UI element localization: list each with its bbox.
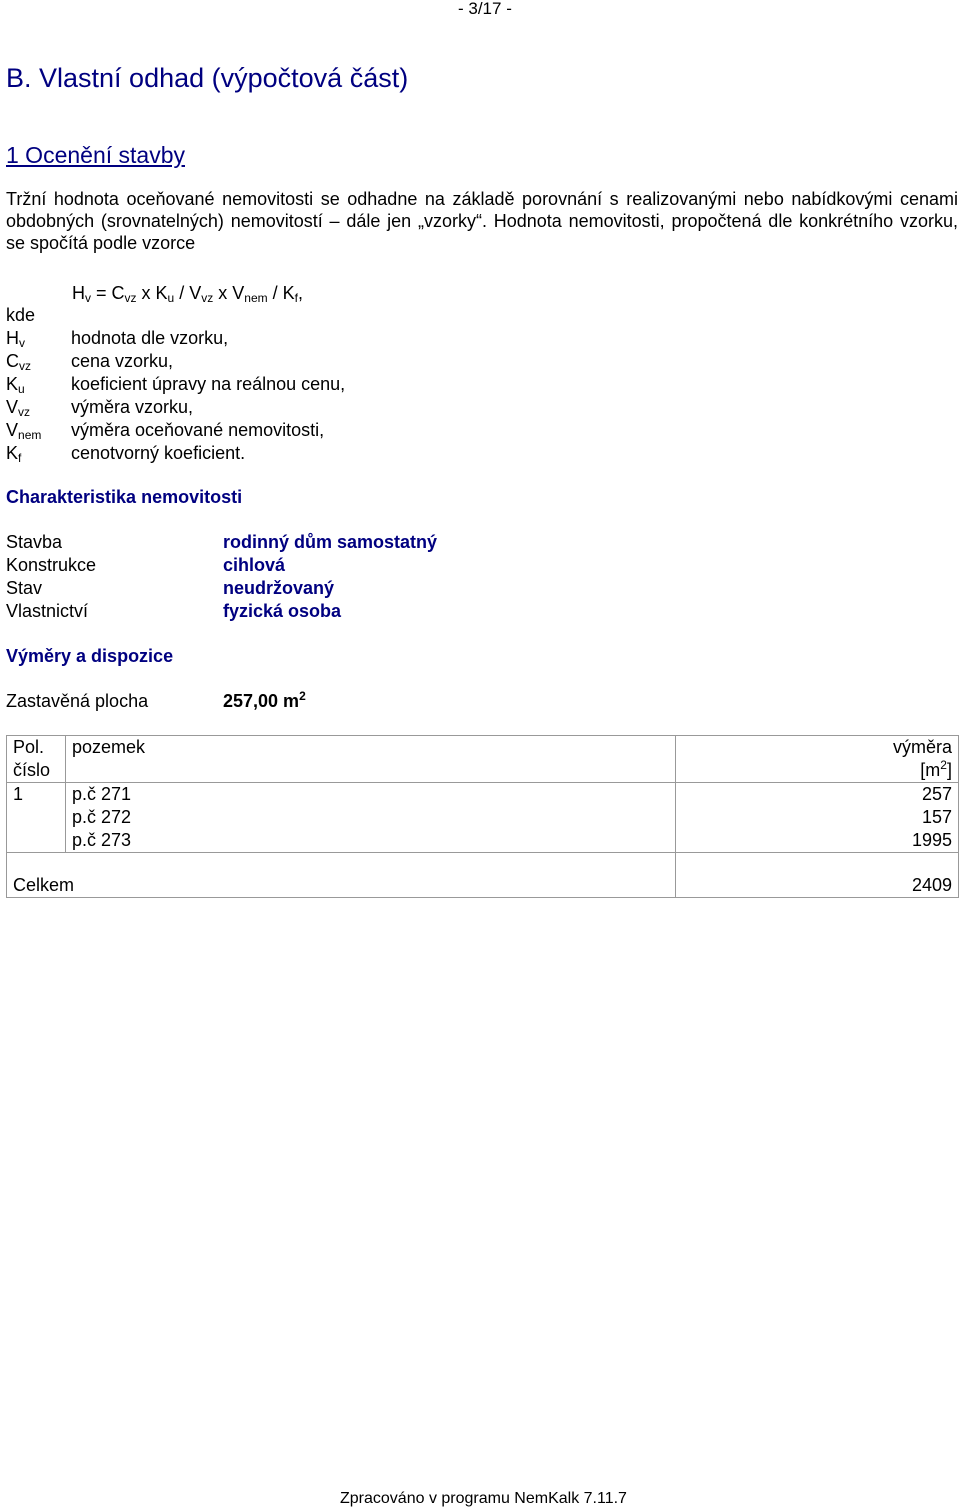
characteristic-label: Konstrukce (6, 555, 97, 575)
legend-intro: kde (6, 305, 36, 325)
footer-note: Zpracováno v programu NemKalk 7.11.7 (340, 1490, 627, 1507)
intro-paragraph: Tržní hodnota oceňované nemovitosti se odhadne na základě porovnání s realizovanými nebo nabídkovými cenami obdobných (srovnatelných) nemovitostí – dále jen „vzorky“. Hodnota nemovitosti, propočtená dle konkrétního vzorku, se spočítá podle vzorce (6, 189, 958, 253)
formula-times-2: x (213, 283, 233, 303)
built-area-label: Zastavěná plocha (6, 691, 149, 711)
characteristic-value: rodinný dům samostatný (223, 532, 438, 552)
parcel-cell: p.č 271 (72, 784, 132, 804)
section-heading: B. Vlastní odhad (výpočtová část) (6, 63, 409, 93)
formula-div-2: / (267, 283, 283, 303)
formula (72, 282, 303, 304)
subsection-heading: 1 Ocenění stavby (6, 142, 185, 168)
legend-symbol: $V_{nem}$ (6, 420, 42, 442)
formula-div: / (174, 283, 190, 303)
header-vymera: výměra $[m^2]$ (676, 736, 959, 783)
group-number: 1 (7, 783, 66, 853)
legend-description: hodnota dle vzorku, (71, 328, 229, 348)
dimensions-heading: Výměry a dispozice (6, 646, 174, 666)
formula-hv-sub: v (85, 291, 91, 305)
formula-hv: H (72, 283, 85, 303)
header-pozemek: pozemek (66, 736, 676, 783)
built-area-value: 257,00 $m^2$ (223, 689, 306, 711)
total-label: Celkem (7, 853, 676, 898)
formula-vvz-sub: vz (201, 291, 214, 305)
characteristic-label: Stavba (6, 532, 63, 552)
parcel-cell: p.č 273 (72, 830, 132, 850)
legend-symbol: $K_f$ (6, 443, 22, 465)
table-row (7, 783, 959, 853)
parcel-cell: p.č 272 (72, 807, 132, 827)
area-cell: 1995 (911, 830, 952, 850)
formula-kf: K (282, 283, 295, 303)
table-header-row (7, 736, 959, 783)
formula-cvz-sub: vz (124, 291, 137, 305)
legend-description: koeficient úpravy na reálnou cenu, (71, 374, 346, 394)
area-cell: 157 (921, 807, 952, 827)
legend-symbol: $K_u$ (6, 374, 25, 396)
characteristics-heading: Charakteristika nemovitosti (6, 487, 243, 507)
formula-ku: K (155, 283, 168, 303)
formula-end: , (298, 283, 304, 303)
legend-symbol: $C_{vz}$ (6, 351, 31, 373)
formula-eq: = (91, 283, 112, 303)
formula-ku-sub: u (167, 291, 175, 305)
characteristic-value: cihlová (223, 555, 286, 575)
legend-description: výměra vzorku, (71, 397, 194, 417)
formula-vvz: V (189, 283, 202, 303)
formula-kf-sub: f (294, 291, 299, 305)
built-area (6, 689, 306, 712)
characteristic-value: neudržovaný (223, 578, 335, 598)
total-value: 2409 (676, 853, 959, 898)
total-row (7, 853, 959, 898)
header-pol-cislo: Pol. číslo (7, 736, 66, 783)
formula-vnem: V (232, 283, 245, 303)
formula-cvz: C (111, 283, 125, 303)
characteristic-value: fyzická osoba (223, 601, 342, 621)
legend-description: cenotvorný koeficient. (71, 443, 246, 463)
characteristic-label: Vlastnictví (6, 601, 89, 621)
legend-description: cena vzorku, (71, 351, 174, 371)
parcel-list (66, 783, 676, 853)
legend-description: výměra oceňované nemovitosti, (71, 420, 325, 440)
characteristic-label: Stav (6, 578, 43, 598)
area-cell: 257 (921, 784, 952, 804)
formula-vnem-sub: nem (244, 291, 268, 305)
area-list (676, 783, 959, 853)
legend-symbol: $V_{vz}$ (6, 397, 31, 419)
legend-symbol: $H_v$ (6, 328, 25, 350)
page-number: - 3/17 - (458, 0, 512, 18)
formula-times: x (136, 283, 156, 303)
land-table (6, 735, 959, 898)
